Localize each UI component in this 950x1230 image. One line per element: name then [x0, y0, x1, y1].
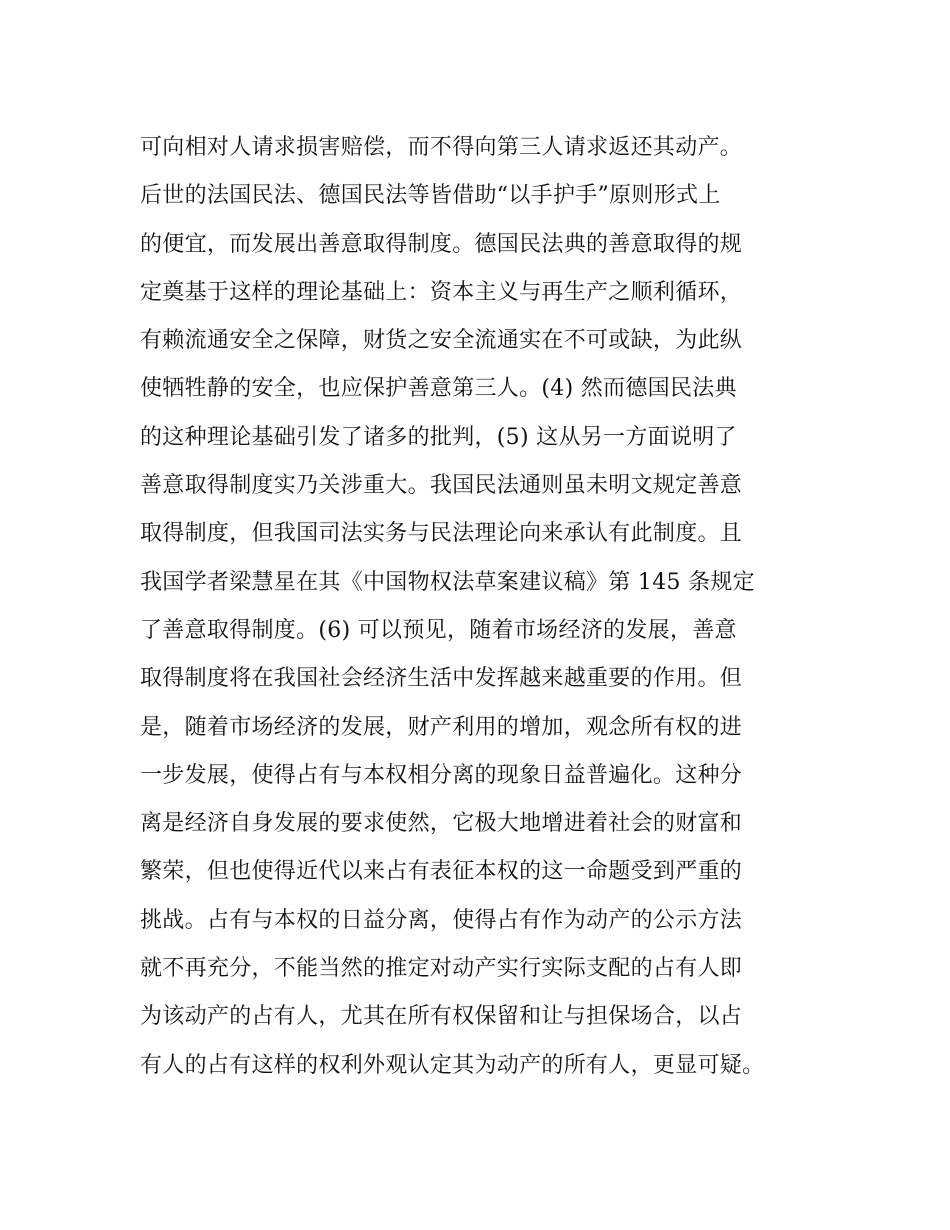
text-line: 有人的占有这样的权利外观认定其为动产的所有人，更显可疑。 — [140, 1052, 765, 1078]
text-line: 取得制度将在我国社会经济生活中发挥越来越重要的作用。但 — [140, 666, 743, 692]
text-line: 离是经济自身发展的要求使然，它极大地增进着社会的财富和 — [140, 811, 743, 837]
text-line: 为该动产的占有人，尤其在所有权保留和让与担保场合，以占 — [140, 1004, 743, 1030]
text-line: 有赖流通安全之保障，财货之安全流通实在不可或缺，为此纵 — [140, 328, 743, 354]
text-line: 的这种理论基础引发了诸多的批判，(5) 这从另一方面说明了 — [140, 424, 737, 450]
text-line: 后世的法国民法、德国民法等皆借助“以手护手”原则形式上 — [140, 183, 721, 209]
text-line: 可向相对人请求损害赔偿，而不得向第三人请求返还其动产。 — [140, 135, 743, 160]
text-line: 我国学者梁慧星在其《中国物权法草案建议稿》第 145 条规定 — [140, 569, 755, 595]
text-line: 了善意取得制度。(6) 可以预见，随着市场经济的发展，善意 — [140, 617, 737, 643]
text-line: 就不再充分，不能当然的推定对动产实行实际支配的占有人即 — [140, 956, 743, 982]
text-line: 善意取得制度实乃关涉重大。我国民法通则虽未明文规定善意 — [140, 473, 743, 499]
body-text — [140, 124, 840, 1090]
text-line: 取得制度，但我国司法实务与民法理论向来承认有此制度。且 — [140, 521, 743, 547]
text-line: 挑战。占有与本权的日益分离，使得占有作为动产的公示方法 — [140, 907, 743, 933]
text-line: 繁荣，但也使得近代以来占有表征本权的这一命题受到严重的 — [140, 859, 743, 885]
text-line: 定奠基于这样的理论基础上：资本主义与再生产之顺利循环， — [140, 279, 743, 305]
text-line: 一步发展，使得占有与本权相分离的现象日益普遍化。这种分 — [140, 762, 743, 788]
text-line: 是，随着市场经济的发展，财产利用的增加，观念所有权的进 — [140, 714, 743, 740]
text-line: 使牺牲静的安全，也应保护善意第三人。(4) 然而德国民法典 — [140, 376, 737, 402]
text-line: 的便宜，而发展出善意取得制度。德国民法典的善意取得的规 — [140, 231, 743, 257]
